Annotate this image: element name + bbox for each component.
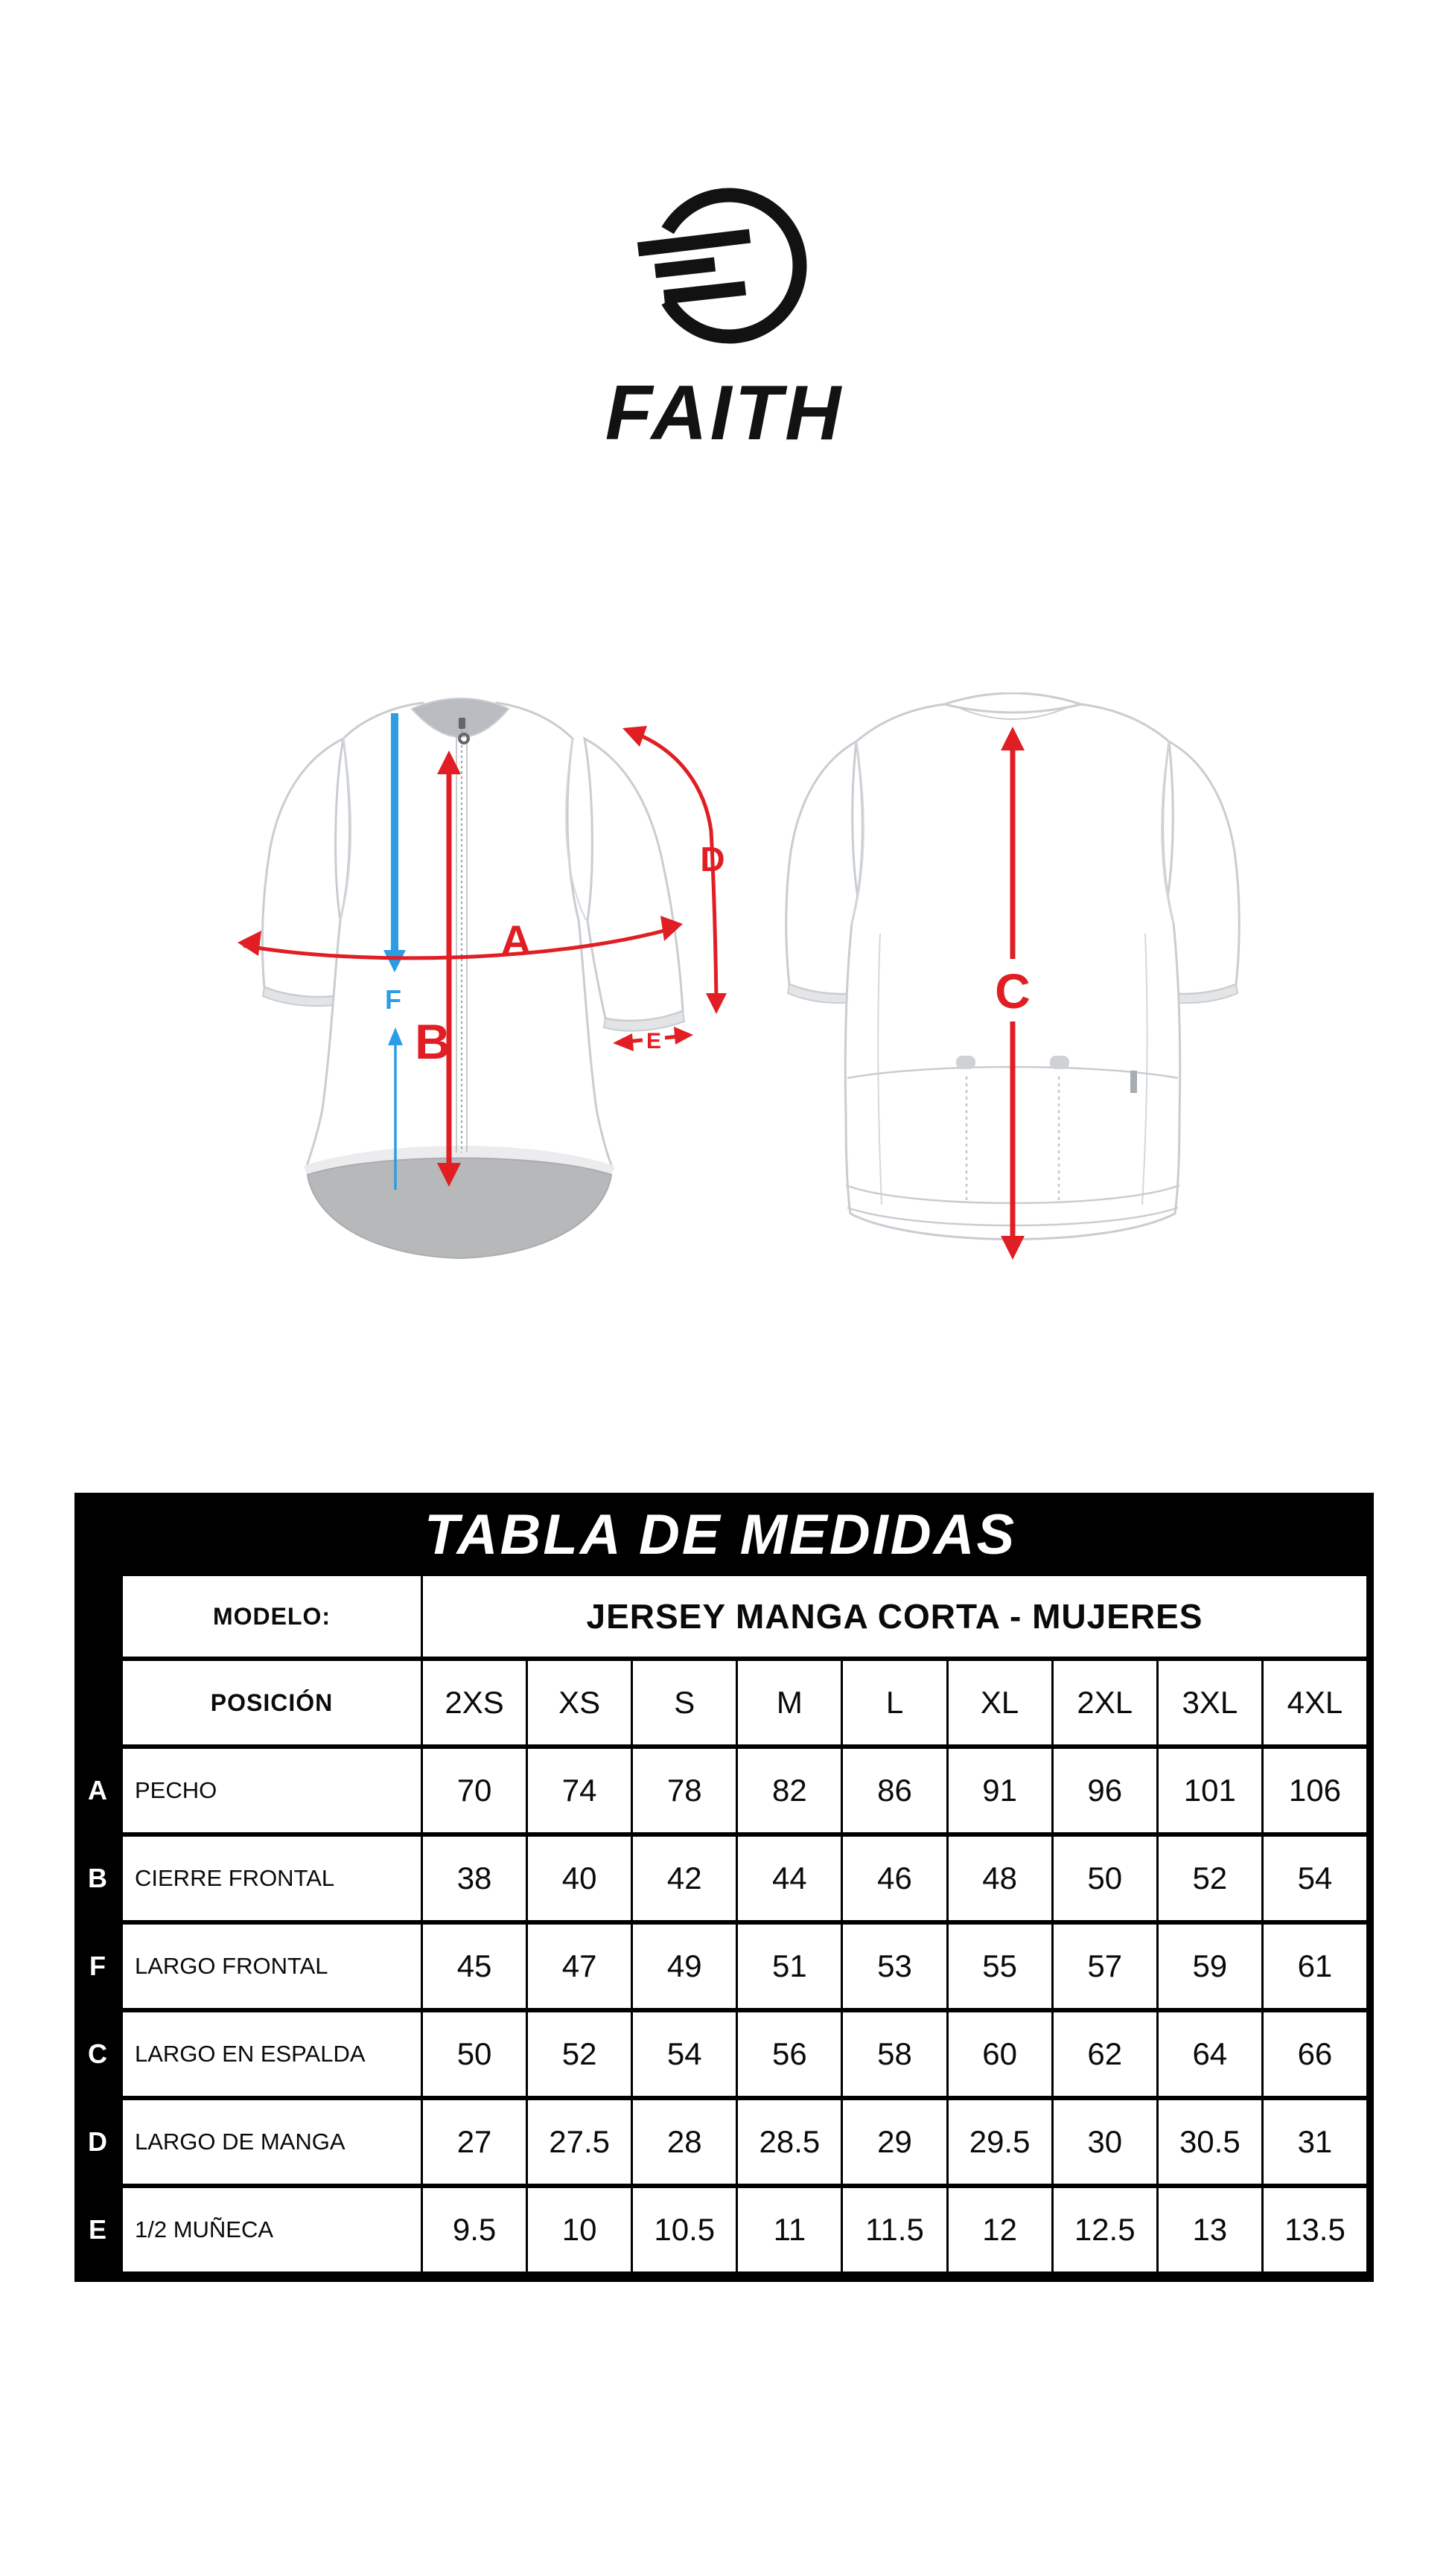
row-letter: A [74, 1749, 121, 1832]
cell-value: 91 [949, 1749, 1051, 1832]
cell-value: 45 [423, 1925, 526, 2008]
cell-value: 9.5 [423, 2188, 526, 2271]
row-label: LARGO DE MANGA [123, 2100, 421, 2184]
model-label: MODELO: [123, 1576, 421, 1657]
cell-value: 27.5 [528, 2100, 631, 2184]
cell-value: 53 [843, 1925, 946, 2008]
cell-value: 52 [528, 2012, 631, 2096]
measure-label-c: C [995, 963, 1031, 1018]
size-col-header: XS [528, 1661, 631, 1744]
row-label: PECHO [123, 1749, 421, 1832]
cell-value: 74 [528, 1749, 631, 1832]
size-col-header: 4XL [1264, 1661, 1366, 1744]
cell-value: 30 [1054, 2100, 1156, 2184]
logo-speed-line-1 [638, 236, 750, 249]
cell-value: 11.5 [843, 2188, 946, 2271]
size-col-header: XL [949, 1661, 1051, 1744]
front-jersey-diagram [197, 692, 733, 1288]
front-torso [306, 703, 613, 1187]
front-right-sleeve [585, 739, 683, 1021]
cell-value: 70 [423, 1749, 526, 1832]
cell-value: 58 [843, 2012, 946, 2096]
reflective-tab [1130, 1071, 1137, 1093]
cell-value: 96 [1054, 1749, 1156, 1832]
cell-value: 60 [949, 2012, 1051, 2096]
measure-label-b: B [415, 1014, 450, 1069]
cell-value: 82 [738, 1749, 841, 1832]
cell-value: 61 [1264, 1925, 1366, 2008]
cell-value: 52 [1159, 1837, 1261, 1920]
model-value: JERSEY MANGA CORTA - MUJERES [423, 1576, 1366, 1657]
cell-value: 47 [528, 1925, 631, 2008]
position-header: POSICIÓN [123, 1661, 421, 1744]
row-letter: F [74, 1925, 121, 2008]
row-label: LARGO EN ESPALDA [123, 2012, 421, 2096]
size-col-header: M [738, 1661, 841, 1744]
cell-value: 54 [1264, 1837, 1366, 1920]
logo-speed-line-3 [664, 288, 745, 297]
cell-value: 51 [738, 1925, 841, 2008]
table-title: TABLA DE MEDIDAS [424, 1502, 1017, 1566]
row-label: LARGO FRONTAL [123, 1925, 421, 2008]
front-hem-pouch [308, 1158, 611, 1259]
cell-value: 48 [949, 1837, 1051, 1920]
pocket-tab-right [1050, 1056, 1069, 1069]
cell-value: 31 [1264, 2100, 1366, 2184]
corner-spacer [74, 1576, 121, 1657]
measure-label-e: E [646, 1029, 662, 1053]
cell-value: 64 [1159, 2012, 1261, 2096]
back-collar-outer [944, 693, 1081, 704]
cell-value: 78 [633, 1749, 736, 1832]
measure-d-arrowhead-bottom [706, 993, 727, 1014]
size-col-header: 2XS [423, 1661, 526, 1744]
cell-value: 29.5 [949, 2100, 1051, 2184]
cell-value: 42 [633, 1837, 736, 1920]
size-col-header: 3XL [1159, 1661, 1261, 1744]
size-col-header: S [633, 1661, 736, 1744]
cell-value: 101 [1159, 1749, 1261, 1832]
cell-value: 86 [843, 1749, 946, 1832]
cell-value: 54 [633, 2012, 736, 2096]
logo-speed-line-2 [655, 264, 715, 271]
cell-value: 56 [738, 2012, 841, 2096]
size-col-header: L [843, 1661, 946, 1744]
measure-a-arrowhead-left [238, 931, 261, 956]
back-jersey-diagram [767, 692, 1258, 1281]
cell-value: 29 [843, 2100, 946, 2184]
row-label: 1/2 MUÑECA [123, 2188, 421, 2271]
cell-value: 12.5 [1054, 2188, 1156, 2271]
cell-value: 50 [1054, 1837, 1156, 1920]
cell-value: 106 [1264, 1749, 1366, 1832]
cell-value: 66 [1264, 2012, 1366, 2096]
cell-value: 50 [423, 2012, 526, 2096]
measure-e-arrowhead-right [674, 1027, 693, 1045]
size-table-grid [74, 1576, 1366, 2271]
row-letter: E [74, 2188, 121, 2271]
cell-value: 30.5 [1159, 2100, 1261, 2184]
cell-value: 11 [738, 2188, 841, 2271]
pocket-tab-left [956, 1056, 975, 1069]
cell-value: 62 [1054, 2012, 1156, 2096]
row-letter: C [74, 2012, 121, 2096]
measure-label-f: F [385, 984, 401, 1015]
cell-value: 44 [738, 1837, 841, 1920]
measure-label-a: A [500, 916, 532, 963]
cell-value: 46 [843, 1837, 946, 1920]
cell-value: 12 [949, 2188, 1051, 2271]
row-letter: B [74, 1837, 121, 1920]
cell-value: 13 [1159, 2188, 1261, 2271]
cell-value: 59 [1159, 1925, 1261, 2008]
cell-value: 27 [423, 2100, 526, 2184]
cell-value: 28.5 [738, 2100, 841, 2184]
cell-value: 13.5 [1264, 2188, 1366, 2271]
header-spacer [74, 1661, 121, 1744]
cell-value: 40 [528, 1837, 631, 1920]
cell-value: 28 [633, 2100, 736, 2184]
zipper-pull [459, 718, 465, 729]
cell-value: 38 [423, 1837, 526, 1920]
brand-name: FAITH [605, 370, 844, 456]
measure-e-arrowhead-left [613, 1033, 634, 1051]
size-col-header: 2XL [1054, 1661, 1156, 1744]
cell-value: 57 [1054, 1925, 1156, 2008]
cell-value: 49 [633, 1925, 736, 2008]
row-label: CIERRE FRONTAL [123, 1837, 421, 1920]
measure-c-arrowhead-down [1001, 1236, 1025, 1260]
measure-label-d: D [700, 840, 725, 879]
size-table [74, 1493, 1374, 2282]
cell-value: 10 [528, 2188, 631, 2271]
front-left-sleeve [262, 739, 346, 997]
cell-value: 10.5 [633, 2188, 736, 2271]
row-letter: D [74, 2100, 121, 2184]
cell-value: 55 [949, 1925, 1051, 2008]
brand-logo-icon [569, 180, 815, 366]
